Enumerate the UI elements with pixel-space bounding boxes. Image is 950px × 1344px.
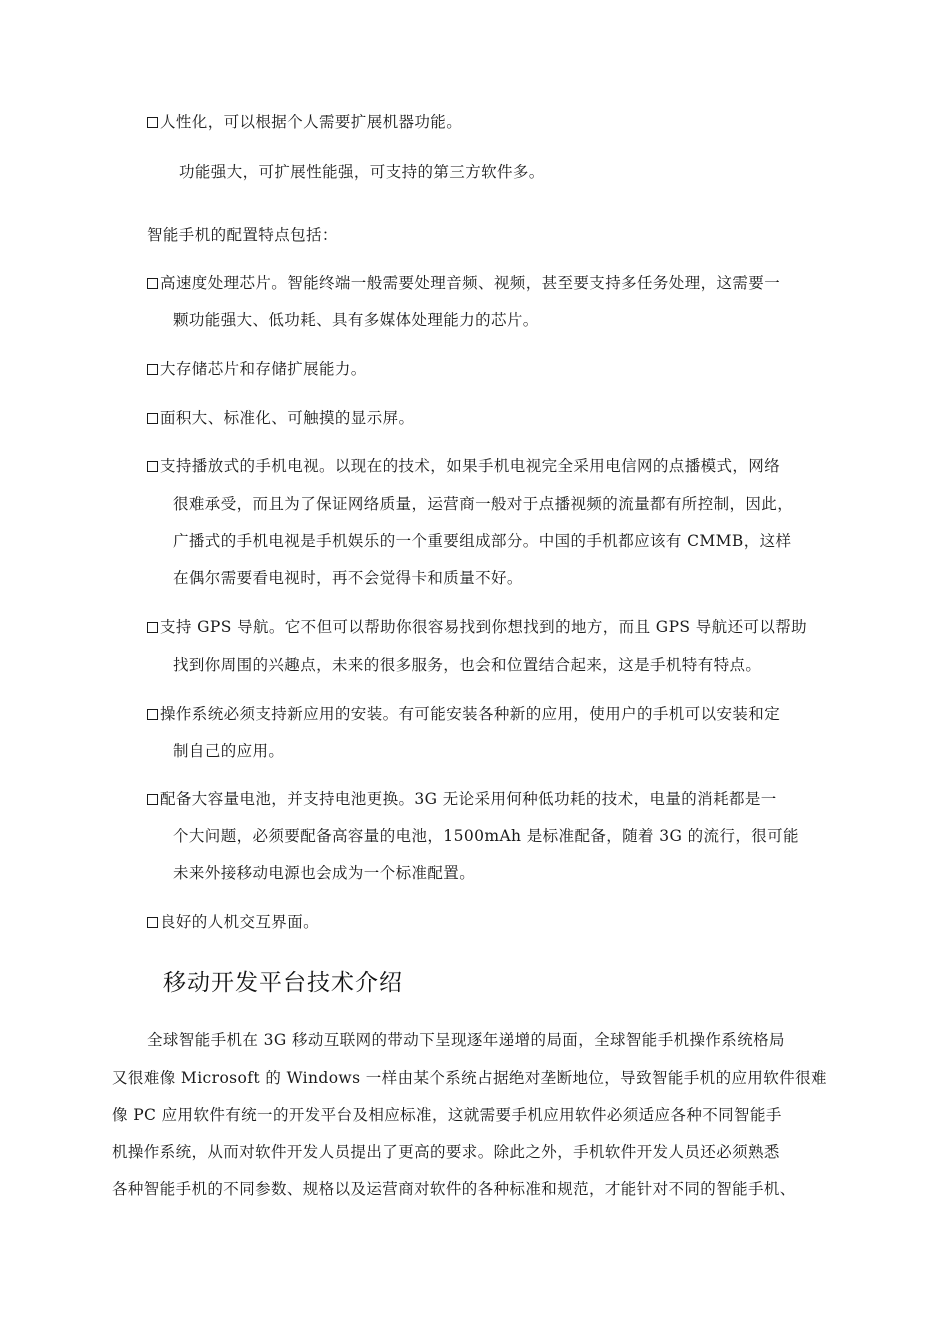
body-line: 又很难像 Microsoft 的 Windows 一样由某个系统占据绝对垄断地位，导致智能手机的应用软件很难 <box>112 1069 827 1087</box>
config-item-continuation <box>173 531 791 551</box>
config-item-continuation <box>173 568 523 588</box>
indented-text: 功能强大，可扩展性能强，可支持的第三方软件多。 <box>179 163 545 181</box>
config-item-line: 找到你周围的兴趣点，未来的很多服务，也会和位置结合起来，这是手机特有特点。 <box>173 656 762 674</box>
config-item <box>147 408 414 428</box>
checkbox-bullet-icon <box>147 622 158 633</box>
checkbox-bullet-icon <box>147 117 158 128</box>
config-item-line: 支持播放式的手机电视。以现在的技术，如果手机电视完全采用电信网的点播模式，网络 <box>160 457 781 475</box>
config-item-line: 面积大、标准化、可触摸的显示屏。 <box>160 409 415 427</box>
config-item <box>147 704 780 724</box>
indented-line <box>179 162 545 182</box>
config-item-continuation <box>173 494 793 514</box>
config-item-line: 制自己的应用。 <box>173 742 285 760</box>
checkbox-bullet-icon <box>147 461 158 472</box>
section-heading: 移动开发平台技术介绍 <box>163 970 403 996</box>
config-intro-text: 智能手机的配置特点包括： <box>147 226 338 244</box>
body-line: 各种智能手机的不同参数、规格以及运营商对软件的各种标准和规范，才能针对不同的智能手机、 <box>112 1180 796 1198</box>
config-item <box>147 912 319 932</box>
config-item-line: 很难承受，而且为了保证网络质量，运营商一般对于点播视频的流量都有所控制，因此， <box>173 495 794 513</box>
bullet-text: 人性化，可以根据个人需要扩展机器功能。 <box>160 113 463 131</box>
checkbox-bullet-icon <box>147 794 158 805</box>
checkbox-bullet-icon <box>147 917 158 928</box>
config-item-continuation <box>173 826 799 846</box>
body-line: 机操作系统，从而对软件开发人员提出了更高的要求。除此之外，手机软件开发人员还必须熟悉 <box>112 1143 780 1161</box>
config-item <box>147 456 780 476</box>
body-line: 像 PC 应用软件有统一的开发平台及相应标准，这就需要手机应用软件必须适应各种不同智能手 <box>112 1106 782 1124</box>
config-item-line: 大存储芯片和存储扩展能力。 <box>160 360 367 378</box>
config-item <box>147 273 780 293</box>
config-item <box>147 789 777 809</box>
config-item <box>147 617 807 637</box>
config-item-continuation <box>173 741 284 761</box>
bullet-item <box>147 112 462 132</box>
config-item-line: 广播式的手机电视是手机娱乐的一个重要组成部分。中国的手机都应该有 CMMB，这样 <box>173 532 792 550</box>
config-item-line: 支持 GPS 导航。它不但可以帮助你很容易找到你想找到的地方，而且 GPS 导航还可以帮助 <box>160 618 808 636</box>
checkbox-bullet-icon <box>147 278 158 289</box>
body-line: 全球智能手机在 3G 移动互联网的带动下呈现逐年递增的局面，全球智能手机操作系统格局 <box>147 1031 785 1049</box>
config-item-line: 未来外接移动电源也会成为一个标准配置。 <box>173 864 476 882</box>
checkbox-bullet-icon <box>147 413 158 424</box>
config-item <box>147 359 367 379</box>
config-item-continuation <box>173 655 761 675</box>
config-item-line: 在偶尔需要看电视时，再不会觉得卡和质量不好。 <box>173 569 523 587</box>
config-item-line: 高速度处理芯片。智能终端一般需要处理音频、视频，甚至要支持多任务处理，这需要一 <box>160 274 781 292</box>
config-item-line: 个大问题，必须要配备高容量的电池，1500mAh 是标准配备，随着 3G 的流行，很可能 <box>173 827 799 845</box>
checkbox-bullet-icon <box>147 364 158 375</box>
config-item-continuation <box>173 863 475 883</box>
config-item-line: 配备大容量电池，并支持电池更换。3G 无论采用何种低功耗的技术，电量的消耗都是一 <box>160 790 777 808</box>
config-item-line: 操作系统必须支持新应用的安装。有可能安装各种新的应用，使用户的手机可以安装和定 <box>160 705 781 723</box>
config-item-line: 良好的人机交互界面。 <box>160 913 320 931</box>
checkbox-bullet-icon <box>147 709 158 720</box>
config-item-line: 颗功能强大、低功耗、具有多媒体处理能力的芯片。 <box>173 311 539 329</box>
config-intro <box>147 225 338 245</box>
config-item-continuation <box>173 310 539 330</box>
